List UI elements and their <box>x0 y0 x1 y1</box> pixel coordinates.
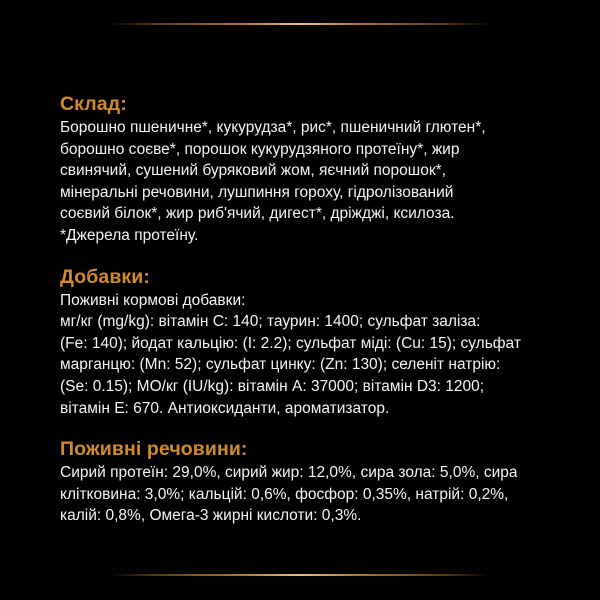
nutrients-line: Сирий протеїн: 29,0%, сирий жир: 12,0%, сира зола: 5,0%, сира <box>60 464 518 482</box>
section-nutrients <box>60 437 560 527</box>
composition-panel <box>60 92 560 527</box>
top-divider <box>110 23 490 25</box>
composition-line: Борошно пшеничне*, кукурудза*, рис*, пшеничний глютен*, <box>60 119 486 136</box>
additives-line: (Fe: 140); йодат кальцію: (I: 2.2); сульфат міді: (Cu: 15); сульфат <box>60 334 521 352</box>
additives-line: (Se: 0.15); МО/кг (IU/kg): вітамін А: 37000; вітамін D3: 1200; <box>60 377 485 395</box>
section-title-composition: Склад: <box>60 93 127 115</box>
composition-footnote: *Джерела протеїну. <box>60 226 199 244</box>
composition-line: борошно соєве*, порошок кукурудзяного протеїну*, жир <box>60 140 460 158</box>
section-title-nutrients: Поживні речовини: <box>60 438 248 461</box>
bottom-divider <box>110 574 490 576</box>
composition-line: мінеральні речовини, лушпиння гороху, гідролізований <box>60 183 454 201</box>
nutrients-line: калій: 0,8%, Омега-3 жирні кислоти: 0,3%. <box>60 507 362 525</box>
composition-line: свинячий, сушений буряковий жом, яєчний порошок*, <box>60 162 446 180</box>
composition-line: соєвий білок*, жир риб'ячий, дигест*, дріжджі, ксилоза. <box>60 205 455 223</box>
section-title-additives: Добавки: <box>60 265 150 288</box>
additives-line: вітамін Е: 670. Антиоксиданти, ароматизатор. <box>60 399 390 417</box>
additives-line: мг/кг (mg/kg): вітамін С: 140; таурин: 1400; сульфат заліза: <box>60 313 481 331</box>
nutrients-line: клітковина: 3,0%; кальцій: 0,6%, фосфор: 0,35%, натрій: 0,2%, <box>60 485 509 503</box>
additives-line: Поживні кормові добавки: <box>60 291 246 309</box>
section-additives <box>60 265 560 420</box>
additives-line: марганцю: (Mn: 52); сульфат цинку: (Zn: 130); селеніт натрію: <box>60 356 501 374</box>
section-composition <box>60 92 560 247</box>
